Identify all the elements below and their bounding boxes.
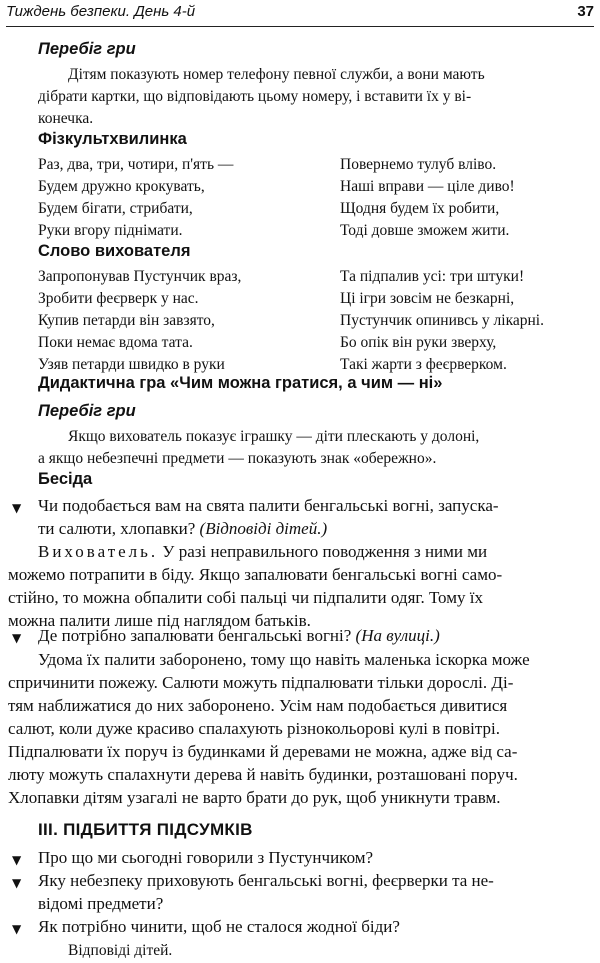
summary-question-1: Про що ми сьогодні говорили з Пустунчиком? xyxy=(38,848,374,867)
poem-line: Такі жарти з феєрверком. xyxy=(340,356,507,373)
poem-line: Запропонував Пустунчик враз, xyxy=(38,268,242,285)
text-line: У разі неправильного поводження з ними ми xyxy=(162,542,488,561)
poem-line: Щодня будем їх робити, xyxy=(340,200,500,217)
text-line: конечка. xyxy=(38,110,94,127)
bullet-icon: ▼ xyxy=(12,501,22,515)
heading-game-progress: Перебіг гри xyxy=(38,40,136,58)
summary-answer: Відповіді дітей. xyxy=(68,942,173,959)
poem-line: Тоді довше зможем жити. xyxy=(340,222,510,239)
heading-exercise: Фізкультхвилинка xyxy=(38,130,187,148)
bullet-icon: ▼ xyxy=(12,922,22,936)
running-header xyxy=(6,0,594,27)
text-line: дібрати картки, що відповідають цьому номеру, і вставити їх у ві- xyxy=(38,88,472,105)
heading-conversation: Бесіда xyxy=(38,470,93,488)
heading-summary: III. ПІДБИТТЯ ПІДСУМКІВ xyxy=(38,820,253,839)
text-line: відомі предмети? xyxy=(38,894,164,913)
bullet-icon: ▼ xyxy=(12,876,22,890)
bullet-icon: ▼ xyxy=(12,631,22,645)
text-line: Дітям показують номер телефону певної служби, а вони мають xyxy=(68,66,485,83)
bullet-icon: ▼ xyxy=(12,853,22,867)
text-line: тям наближатися до них заборонено. Усім нам подобається дивитися xyxy=(8,696,508,715)
text-line: люту можуть спалахнути дерева й навіть будинки, розташовані поруч. xyxy=(8,765,518,784)
text-line: Чи подобається вам на свята палити бенгальські вогні, запуска- xyxy=(38,496,499,515)
text-line: ти салюти, хлопавки? xyxy=(38,519,196,538)
poem-line: Пустунчик опинивсь у лікарні. xyxy=(340,312,544,329)
text-line: Яку небезпеку приховують бенгальські вогні, феєрверки та не- xyxy=(38,871,494,890)
summary-question-3: Як потрібно чинити, щоб не сталося жодної біди? xyxy=(38,917,400,936)
text-line: стійно, то можна обпалити собі пальці чи підпалити одяг. Тому їх xyxy=(8,588,483,607)
text-line: Удома їх палити заборонено, тому що навіть маленька іскорка може xyxy=(38,650,530,669)
header-title: Тиждень безпеки. День 4-й xyxy=(6,3,196,20)
poem-line: Узяв петарди швидко в руки xyxy=(38,356,225,373)
poem-line: Поки немає вдома тата. xyxy=(38,334,193,351)
heading-didactic-game: Дидактична гра «Чим можна гратися, а чим — ні» xyxy=(38,374,443,392)
text-line: можна палити лише під наглядом батьків. xyxy=(8,611,311,630)
answer-note: (Відповіді дітей.) xyxy=(199,519,328,538)
heading-game-progress-2: Перебіг гри xyxy=(38,402,136,420)
text-line: можемо потрапити в біду. Якщо запалювати бенгальські вогні само- xyxy=(8,565,503,584)
poem-line: Будем бігати, стрибати, xyxy=(38,200,193,217)
poem-line: Ці ігри зовсім не безкарні, xyxy=(340,290,515,307)
poem-line: Бо опік він руки зверху, xyxy=(340,334,497,351)
poem-line: Купив петарди він завзято, xyxy=(38,312,215,329)
text-line: Хлопавки дітям узагалі не варто брати до рук, щоб уникнути травм. xyxy=(8,788,501,807)
page-number: 37 xyxy=(577,3,594,20)
text-line: Якщо вихователь показує іграшку — діти плескають у долоні, xyxy=(68,428,480,445)
text-line: Де потрібно запалювати бенгальські вогні? xyxy=(38,626,352,645)
poem-line: Будем дружно крокувать, xyxy=(38,178,205,195)
text-line: а якщо небезпечні предмети — показують знак «обережно». xyxy=(38,450,437,467)
poem-line: Руки вгору піднімати. xyxy=(38,222,183,239)
poem-line: Повернемо тулуб вліво. xyxy=(340,156,497,173)
speaker-label: Вихователь. xyxy=(38,542,159,561)
poem-line: Та підпалив усі: три штуки! xyxy=(340,268,525,285)
poem-line: Наші вправи — ціле диво! xyxy=(340,178,515,195)
text-line: салют, коли дуже красиво спалахують різнокольорові кулі в повітрі. xyxy=(8,719,500,738)
poem-line: Раз, два, три, чотири, п'ять — xyxy=(38,156,234,173)
poem-line: Зробити феєрверк у нас. xyxy=(38,290,199,307)
answer-note: (На вулиці.) xyxy=(355,626,440,645)
heading-teacher-word: Слово вихователя xyxy=(38,242,191,260)
text-line: спричинити пожежу. Салюти можуть підпалювати тільки дорослі. Ді- xyxy=(8,673,514,692)
text-line: Підпалювати їх поруч із будинками й деревами не можна, адже від са- xyxy=(8,742,518,761)
